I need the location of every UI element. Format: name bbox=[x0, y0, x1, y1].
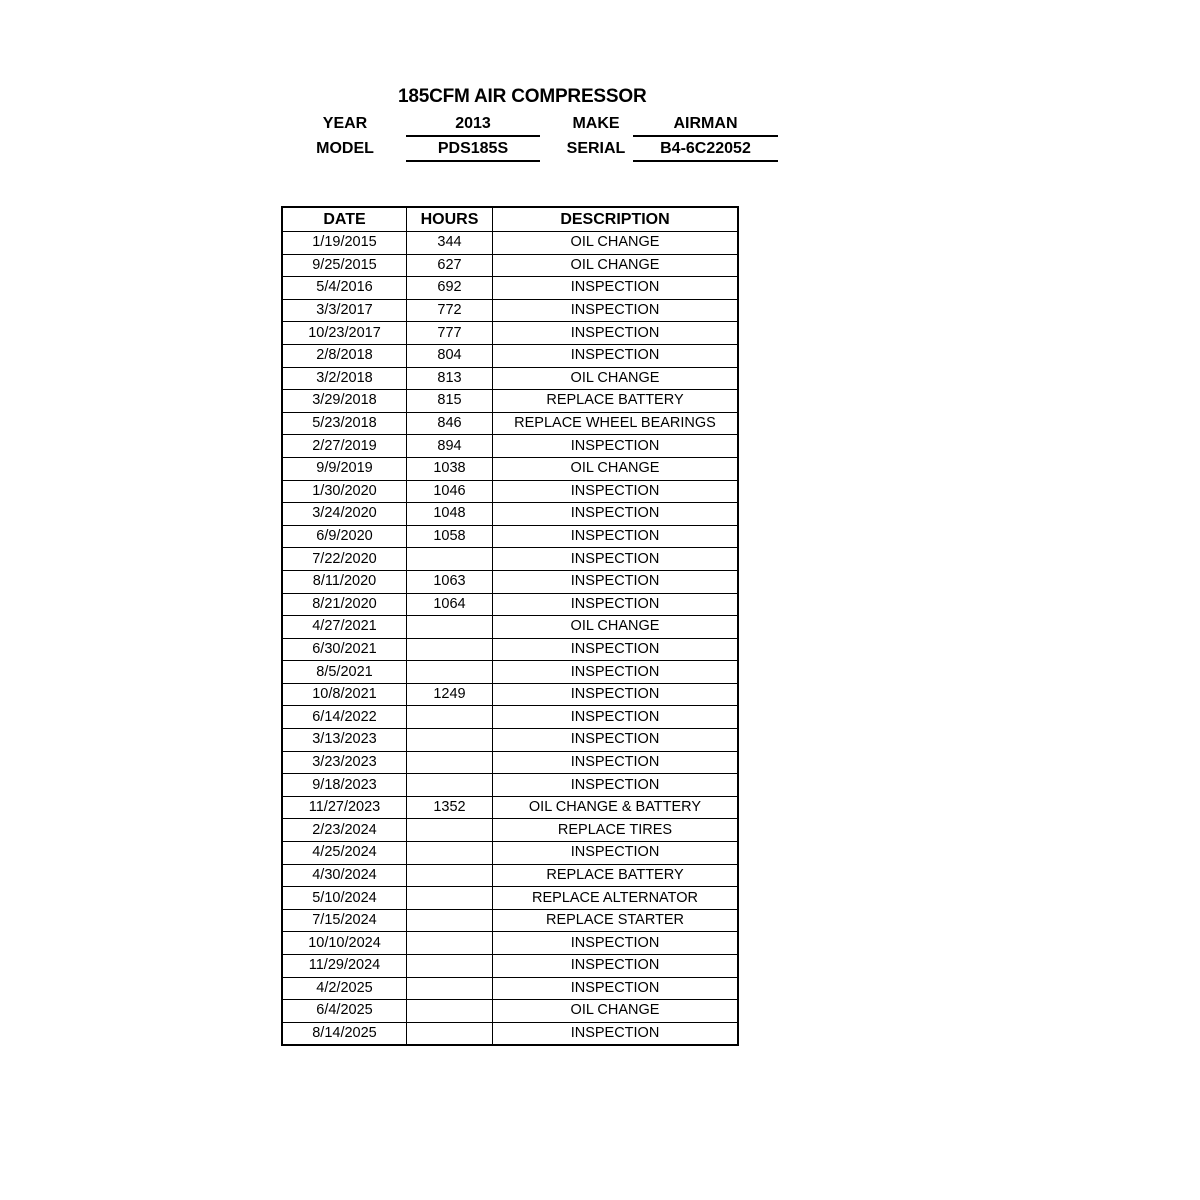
table-row bbox=[282, 570, 738, 593]
date-cell: 10/23/2017 bbox=[282, 322, 407, 345]
description-cell: INSPECTION bbox=[493, 774, 739, 797]
description-cell: INSPECTION bbox=[493, 683, 739, 706]
date-cell: 6/30/2021 bbox=[282, 638, 407, 661]
hours-cell: 813 bbox=[407, 367, 493, 390]
hours-cell: 1048 bbox=[407, 503, 493, 526]
header-description: DESCRIPTION bbox=[493, 207, 739, 232]
hours-cell bbox=[407, 774, 493, 797]
description-cell: REPLACE ALTERNATOR bbox=[493, 887, 739, 910]
hours-cell bbox=[407, 887, 493, 910]
table-row bbox=[282, 390, 738, 413]
date-cell: 4/27/2021 bbox=[282, 616, 407, 639]
description-cell: REPLACE STARTER bbox=[493, 909, 739, 932]
hours-cell: 804 bbox=[407, 344, 493, 367]
table-row bbox=[282, 616, 738, 639]
date-cell: 6/4/2025 bbox=[282, 1000, 407, 1023]
description-cell: INSPECTION bbox=[493, 570, 739, 593]
description-cell: INSPECTION bbox=[493, 480, 739, 503]
table-row bbox=[282, 638, 738, 661]
description-cell: INSPECTION bbox=[493, 322, 739, 345]
date-cell: 9/25/2015 bbox=[282, 254, 407, 277]
description-cell: INSPECTION bbox=[493, 277, 739, 300]
date-cell: 10/8/2021 bbox=[282, 683, 407, 706]
hours-cell bbox=[407, 932, 493, 955]
description-cell: INSPECTION bbox=[493, 932, 739, 955]
serial-value: B4-6C22052 bbox=[633, 138, 778, 162]
hours-cell bbox=[407, 706, 493, 729]
description-cell: INSPECTION bbox=[493, 548, 739, 571]
hours-cell: 1046 bbox=[407, 480, 493, 503]
description-cell: INSPECTION bbox=[493, 729, 739, 752]
table-row bbox=[282, 435, 738, 458]
maintenance-log-table bbox=[281, 206, 739, 1046]
table-row bbox=[282, 1000, 738, 1023]
table-row bbox=[282, 819, 738, 842]
table-row bbox=[282, 548, 738, 571]
hours-cell: 344 bbox=[407, 232, 493, 255]
model-value: PDS185S bbox=[406, 138, 540, 162]
description-cell: OIL CHANGE bbox=[493, 367, 739, 390]
description-cell: REPLACE BATTERY bbox=[493, 390, 739, 413]
table-row bbox=[282, 277, 738, 300]
hours-cell bbox=[407, 819, 493, 842]
description-cell: INSPECTION bbox=[493, 751, 739, 774]
hours-cell: 1058 bbox=[407, 525, 493, 548]
hours-cell bbox=[407, 616, 493, 639]
hours-cell bbox=[407, 1022, 493, 1045]
make-label: MAKE bbox=[572, 115, 620, 132]
description-cell: INSPECTION bbox=[493, 435, 739, 458]
table-row bbox=[282, 322, 738, 345]
table-row bbox=[282, 344, 738, 367]
hours-cell bbox=[407, 548, 493, 571]
date-cell: 1/19/2015 bbox=[282, 232, 407, 255]
table-header-row bbox=[282, 207, 738, 232]
description-cell: OIL CHANGE bbox=[493, 232, 739, 255]
table-row bbox=[282, 887, 738, 910]
description-cell: INSPECTION bbox=[493, 525, 739, 548]
date-cell: 5/23/2018 bbox=[282, 412, 407, 435]
hours-cell bbox=[407, 955, 493, 978]
table-row bbox=[282, 955, 738, 978]
hours-cell bbox=[407, 842, 493, 865]
description-cell: REPLACE TIRES bbox=[493, 819, 739, 842]
year-value: 2013 bbox=[406, 113, 540, 137]
hours-cell: 1352 bbox=[407, 796, 493, 819]
hours-cell bbox=[407, 864, 493, 887]
description-cell: INSPECTION bbox=[493, 344, 739, 367]
table-row bbox=[282, 457, 738, 480]
description-cell: OIL CHANGE bbox=[493, 254, 739, 277]
table-row bbox=[282, 796, 738, 819]
table-row bbox=[282, 706, 738, 729]
table-row bbox=[282, 729, 738, 752]
date-cell: 7/15/2024 bbox=[282, 909, 407, 932]
date-cell: 3/23/2023 bbox=[282, 751, 407, 774]
date-cell: 11/27/2023 bbox=[282, 796, 407, 819]
table-row bbox=[282, 774, 738, 797]
description-cell: REPLACE BATTERY bbox=[493, 864, 739, 887]
table-row bbox=[282, 480, 738, 503]
table-row bbox=[282, 932, 738, 955]
header-hours: HOURS bbox=[407, 207, 493, 232]
description-cell: INSPECTION bbox=[493, 977, 739, 1000]
description-cell: INSPECTION bbox=[493, 638, 739, 661]
header-date: DATE bbox=[282, 207, 407, 232]
date-cell: 2/8/2018 bbox=[282, 344, 407, 367]
hours-cell: 1249 bbox=[407, 683, 493, 706]
date-cell: 6/9/2020 bbox=[282, 525, 407, 548]
description-cell: INSPECTION bbox=[493, 1022, 739, 1045]
description-cell: INSPECTION bbox=[493, 503, 739, 526]
table-row bbox=[282, 683, 738, 706]
table-row bbox=[282, 977, 738, 1000]
hours-cell: 1063 bbox=[407, 570, 493, 593]
description-cell: INSPECTION bbox=[493, 593, 739, 616]
date-cell: 9/9/2019 bbox=[282, 457, 407, 480]
hours-cell bbox=[407, 661, 493, 684]
table-row bbox=[282, 503, 738, 526]
description-cell: OIL CHANGE bbox=[493, 616, 739, 639]
hours-cell bbox=[407, 729, 493, 752]
table-row bbox=[282, 864, 738, 887]
date-cell: 4/25/2024 bbox=[282, 842, 407, 865]
date-cell: 3/2/2018 bbox=[282, 367, 407, 390]
date-cell: 7/22/2020 bbox=[282, 548, 407, 571]
hours-cell: 1038 bbox=[407, 457, 493, 480]
description-cell: INSPECTION bbox=[493, 706, 739, 729]
date-cell: 11/29/2024 bbox=[282, 955, 407, 978]
table-row bbox=[282, 661, 738, 684]
description-cell: INSPECTION bbox=[493, 955, 739, 978]
table-row bbox=[282, 593, 738, 616]
date-cell: 3/24/2020 bbox=[282, 503, 407, 526]
hours-cell: 692 bbox=[407, 277, 493, 300]
table-row bbox=[282, 909, 738, 932]
hours-cell: 846 bbox=[407, 412, 493, 435]
date-cell: 5/4/2016 bbox=[282, 277, 407, 300]
make-value: AIRMAN bbox=[633, 113, 778, 137]
table-row bbox=[282, 299, 738, 322]
hours-cell bbox=[407, 638, 493, 661]
table-row bbox=[282, 254, 738, 277]
description-cell: INSPECTION bbox=[493, 661, 739, 684]
table-row bbox=[282, 367, 738, 390]
model-label: MODEL bbox=[316, 140, 374, 157]
table-row bbox=[282, 232, 738, 255]
hours-cell bbox=[407, 1000, 493, 1023]
table-body bbox=[282, 232, 738, 1046]
date-cell: 9/18/2023 bbox=[282, 774, 407, 797]
description-cell: REPLACE WHEEL BEARINGS bbox=[493, 412, 739, 435]
date-cell: 2/23/2024 bbox=[282, 819, 407, 842]
date-cell: 4/30/2024 bbox=[282, 864, 407, 887]
hours-cell: 627 bbox=[407, 254, 493, 277]
description-cell: OIL CHANGE & BATTERY bbox=[493, 796, 739, 819]
table-row bbox=[282, 412, 738, 435]
year-label: YEAR bbox=[322, 115, 368, 132]
hours-cell: 1064 bbox=[407, 593, 493, 616]
date-cell: 8/14/2025 bbox=[282, 1022, 407, 1045]
date-cell: 10/10/2024 bbox=[282, 932, 407, 955]
description-cell: OIL CHANGE bbox=[493, 1000, 739, 1023]
description-cell: INSPECTION bbox=[493, 842, 739, 865]
date-cell: 3/3/2017 bbox=[282, 299, 407, 322]
date-cell: 5/10/2024 bbox=[282, 887, 407, 910]
hours-cell bbox=[407, 751, 493, 774]
date-cell: 3/13/2023 bbox=[282, 729, 407, 752]
date-cell: 4/2/2025 bbox=[282, 977, 407, 1000]
page-title: 185CFM AIR COMPRESSOR bbox=[398, 86, 647, 107]
description-cell: OIL CHANGE bbox=[493, 457, 739, 480]
hours-cell: 777 bbox=[407, 322, 493, 345]
date-cell: 8/11/2020 bbox=[282, 570, 407, 593]
serial-label: SERIAL bbox=[566, 140, 626, 157]
hours-cell: 772 bbox=[407, 299, 493, 322]
hours-cell: 815 bbox=[407, 390, 493, 413]
table-row bbox=[282, 751, 738, 774]
date-cell: 6/14/2022 bbox=[282, 706, 407, 729]
date-cell: 8/21/2020 bbox=[282, 593, 407, 616]
date-cell: 2/27/2019 bbox=[282, 435, 407, 458]
table-row bbox=[282, 1022, 738, 1045]
table-row bbox=[282, 525, 738, 548]
date-cell: 3/29/2018 bbox=[282, 390, 407, 413]
date-cell: 1/30/2020 bbox=[282, 480, 407, 503]
hours-cell: 894 bbox=[407, 435, 493, 458]
hours-cell bbox=[407, 909, 493, 932]
table-row bbox=[282, 842, 738, 865]
date-cell: 8/5/2021 bbox=[282, 661, 407, 684]
description-cell: INSPECTION bbox=[493, 299, 739, 322]
hours-cell bbox=[407, 977, 493, 1000]
